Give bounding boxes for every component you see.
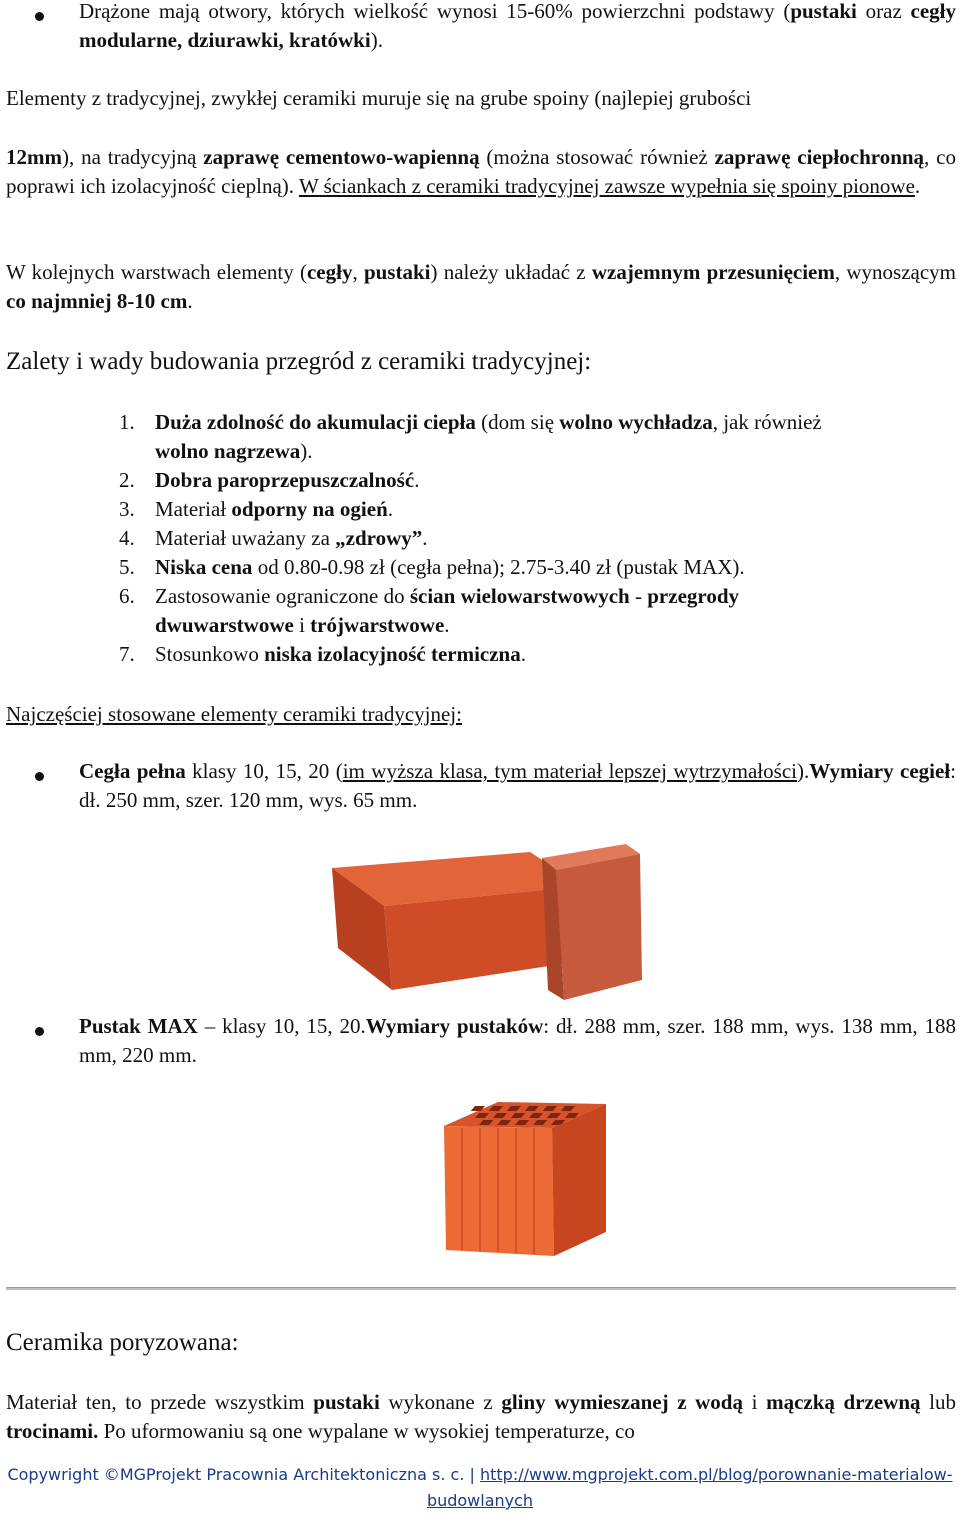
list-item: 3. Materiał odporny na ogień. — [119, 497, 394, 521]
bullet-dot — [35, 1027, 44, 1036]
list-item: 6. Zastosowanie ograniczone do ścian wielowarstwowych - przegrody dwuwarstwowe i trójwarstwowe. — [119, 584, 740, 637]
paragraph-mortar-joints: Elementy z tradycyjnej, zwykłej ceramiki muruje się na grube spoiny (najlepiej grubości — [6, 86, 752, 110]
bullet-dot — [35, 12, 44, 21]
hollow-block-image — [440, 1100, 610, 1260]
list-item: 1. Duża zdolność do akumulacji ciepła (dom się wolno wychładza, jak również wolno nagrzewa). — [119, 410, 822, 463]
section-heading-porous-ceramics: Ceramika poryzowana: — [6, 1329, 239, 1356]
bullet-solid-brick: Cegła pełna klasy 10, 15, 20 (im wyższa klasa, tym materiał lepszej wytrzymałości).Wymiary cegieł: dł. 250 mm, szer. 120 mm, wys. 65 mm. — [79, 759, 956, 812]
paragraph-layer-offset: W kolejnych warstwach elementy (cegły, pustaki) należy układać z wzajemnym przesunięciem, wynoszącym co najmniej 8-10 cm. — [6, 260, 957, 313]
list-item: 2. Dobra paroprzepuszczalność. — [119, 468, 420, 492]
list-item: 4. Materiał uważany za „zdrowy”. — [119, 526, 428, 550]
list-item: 5. Niska cena od 0.80-0.98 zł (cegła pełna); 2.75-3.40 zł (pustak MAX). — [119, 555, 745, 579]
section-heading-pros-cons: Zalety i wady budowania przegród z ceramiki tradycyjnej: — [6, 348, 592, 375]
source-link[interactable]: http://www.mgprojekt.com.pl/blog/porownanie-materialow-budowlanych — [426, 1465, 953, 1510]
paragraph-mortar-types: 12mm), na tradycyjną zaprawę cementowo-wapienną (można stosować również zaprawę ciepłochronną, co poprawi ich izolacyjność cieplną). W ściankach z ceramiki tradycyjnej zawsze wypełnia się spoiny pionowe. — [6, 145, 956, 198]
list-item: 7. Stosunkowo niska izolacyjność termiczna. — [119, 642, 526, 666]
section-heading-common-elements: Najczęściej stosowane elementy ceramiki tradycyjnej: — [6, 702, 462, 726]
bullet-hollow-elements: Drążone mają otwory, których wielkość wynosi 15-60% powierzchni podstawy (pustaki oraz cegły modularne, dziurawki, kratówki). — [79, 0, 956, 52]
pros-cons-list — [119, 408, 879, 669]
copyright-text: Copywright ©MGProjekt Pracownia Architektoniczna s. c. | — [7, 1465, 480, 1484]
bullet-pustak-max: Pustak MAX – klasy 10, 15, 20.Wymiary pustaków: dł. 288 mm, szer. 188 mm, wys. 138 mm, 188 mm, 220 mm. — [79, 1014, 956, 1067]
solid-brick-image — [320, 840, 650, 1010]
section-divider — [6, 1287, 956, 1290]
bullet-dot — [35, 772, 44, 781]
paragraph-porous-ceramics: Materiał ten, to przede wszystkim pustaki wykonane z gliny wymieszanej z wodą i mączką drzewną lub trocinami. Po uformowaniu są one wypalane w wysokiej temperaturze, co — [6, 1390, 956, 1443]
page-footer — [0, 1462, 960, 1514]
